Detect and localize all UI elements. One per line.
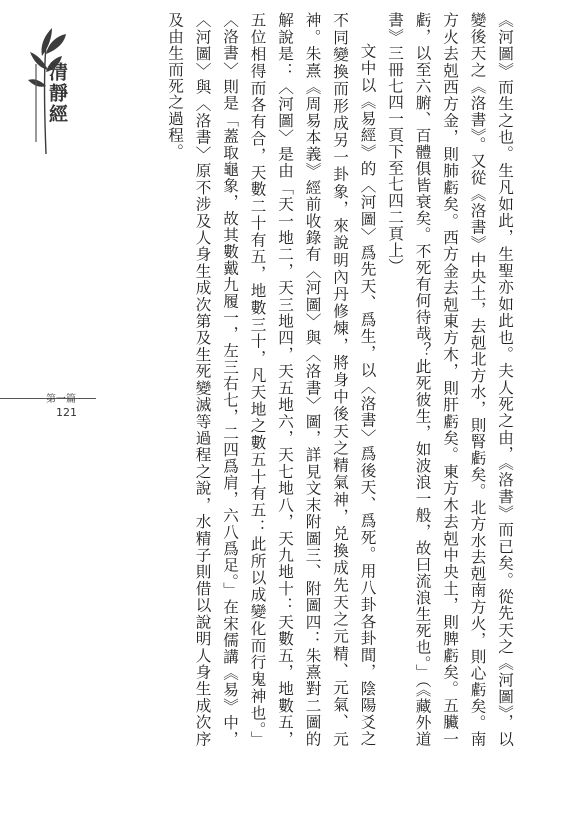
quote-paragraph: 《河圖》而生之也。生凡如此，生聖亦如此也。夫人死之由，《洛書》而已矣。從先天之《河圖》，以變後天之《洛書》。又從《洛書》中央土，去剋北方水，則腎虧矣。北方水去剋南方火，則心虧矣。南方火去剋西方金，則肺虧矣。西方金去剋東方木，則肝虧矣。東方木去剋中央土，則脾虧矣。五臟一虧，以至六腑、百體俱皆衰矣。不死有何待哉？此死彼生，如波浪一般，故曰流浪生死也。」（《藏外道書》三冊七四一頁下至七四二頁上） [386, 12, 514, 747]
commentary-paragraph: 文中以《易經》的〈河圖〉爲先天、爲生，以〈洛書〉爲後天、爲死。用八卦各卦間，陰陽爻之不同變換而形成另一卦象，來說明內丹修煉，將身中後天之精氣神，兑換成先天之元精、元氣、元神。朱熹《周易本義》經前收錄有〈河圖〉與〈洛書〉圖，詳見文末附圖三、附圖四：朱熹對二圖的解說是：〈河圖〉是由「天一地二，天三地四，天五地六，天七地八，天九地十：天數五，地數五，五位相得而各有合，天數二十有五，地數三十，凡天地之數五十有五：此所以成變化而行鬼神也。」〈洛書〉則是「蓋取龜象，故其數戴九履一，左三右七，二四爲肩，六八爲足。」在宋儒講《易》中，〈河圖〉與〈洛書〉原不涉及人身生成次第及生死變滅等過程之說，水精子則借以說明人身生成次序及由生而死之過程。 [166, 12, 377, 747]
page-number: 121 [56, 406, 77, 419]
logo-title: 清靜經 [46, 62, 68, 125]
body-text [151, 12, 519, 747]
chapter-label: 第一篇 [46, 394, 76, 405]
